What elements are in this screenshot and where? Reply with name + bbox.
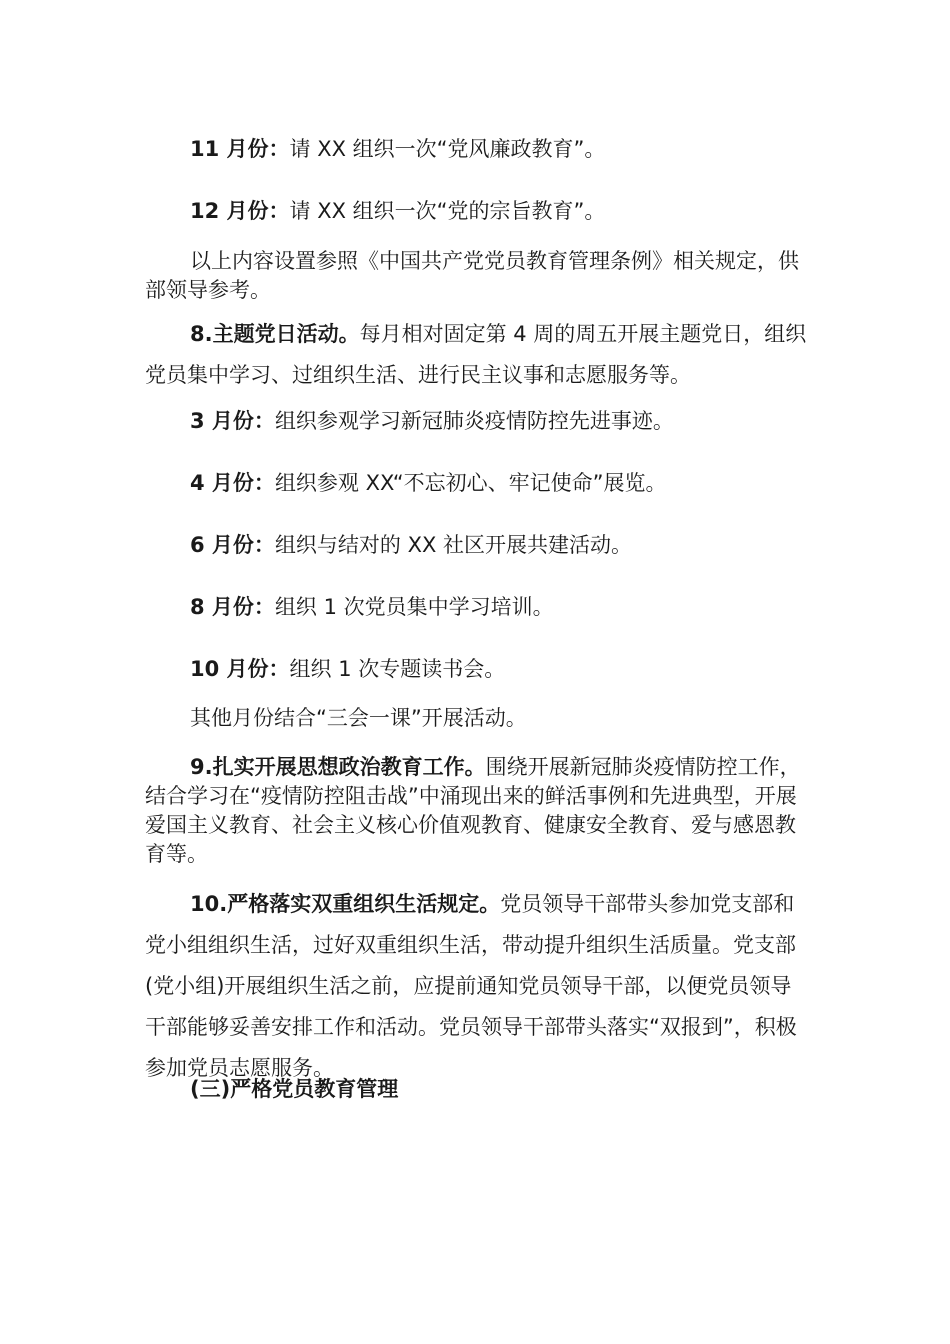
paragraph-text: 围绕开展新冠肺炎疫情防控工作，结合学习在“疫情防控阻击战”中涌现出来的鲜活事例和先进典型，开展爱国主义教育、社会主义核心价值观教育、健康安全教育、爱与感恩教育等。 [145, 755, 801, 866]
paragraph-lead: 6 月份： [190, 533, 275, 557]
paragraph-text: 请 XX 组织一次“党的宗旨教育”。 [289, 199, 606, 223]
paragraph-lead: 4 月份： [190, 471, 275, 495]
paragraph-text: 组织 1 次党员集中学习培训。 [274, 595, 554, 619]
paragraph-text: 其他月份结合“三会一课”开展活动。 [190, 706, 527, 730]
paragraph-dec [145, 197, 807, 226]
paragraph-lead: 8.主题党日活动。 [190, 322, 360, 346]
paragraph-lead: 10.严格落实双重组织生活规定。 [190, 892, 501, 916]
paragraph-text: 请 XX 组织一次“党风廉政教育”。 [289, 137, 606, 161]
section-heading-text: (三)严格党员教育管理 [190, 1077, 399, 1101]
paragraph-nov [145, 135, 807, 164]
paragraph-mar [145, 407, 807, 436]
paragraph-lead: 3 月份： [190, 409, 275, 433]
paragraph-jun [145, 531, 807, 560]
paragraph-lead: 12 月份： [190, 199, 290, 223]
paragraph-text: 组织参观学习新冠肺炎疫情防控先进事迹。 [274, 409, 674, 433]
paragraph-lead: 11 月份： [190, 137, 290, 161]
paragraph-text: 组织与结对的 XX 社区开展共建活动。 [274, 533, 633, 557]
paragraph-text: 组织 1 次专题读书会。 [289, 657, 506, 681]
paragraph-other-months [145, 704, 807, 733]
paragraph-lead: 9.扎实开展思想政治教育工作。 [190, 755, 486, 779]
section-heading [145, 1075, 807, 1104]
paragraph-reference-note [145, 247, 807, 305]
paragraph-text: 党员领导干部带头参加党支部和党小组组织生活，过好双重组织生活，带动提升组织生活质量。党支部(党小组)开展组织生活之前，应提前通知党员领导干部，以便党员领导干部能够妥善安排工作和活动。党员领导干部带头落实“双报到”，积极参加党员志愿服务。 [145, 892, 797, 1080]
paragraph-lead: 10 月份： [190, 657, 290, 681]
paragraph-item-8 [145, 314, 807, 396]
paragraph-text: 每月相对固定第 4 周的周五开展主题党日，组织党员集中学习、过组织生活、进行民主议事和志愿服务等。 [145, 322, 807, 387]
paragraph-oct [145, 655, 807, 684]
paragraph-text: 以上内容设置参照《中国共产党党员教育管理条例》相关规定，供部领导参考。 [145, 249, 799, 302]
paragraph-apr [145, 469, 807, 498]
paragraph-aug [145, 593, 807, 622]
paragraph-lead: 8 月份： [190, 595, 275, 619]
paragraph-item-10 [145, 884, 807, 1089]
paragraph-item-9 [145, 753, 807, 869]
paragraph-text: 组织参观 XX“不忘初心、牢记使命”展览。 [274, 471, 667, 495]
